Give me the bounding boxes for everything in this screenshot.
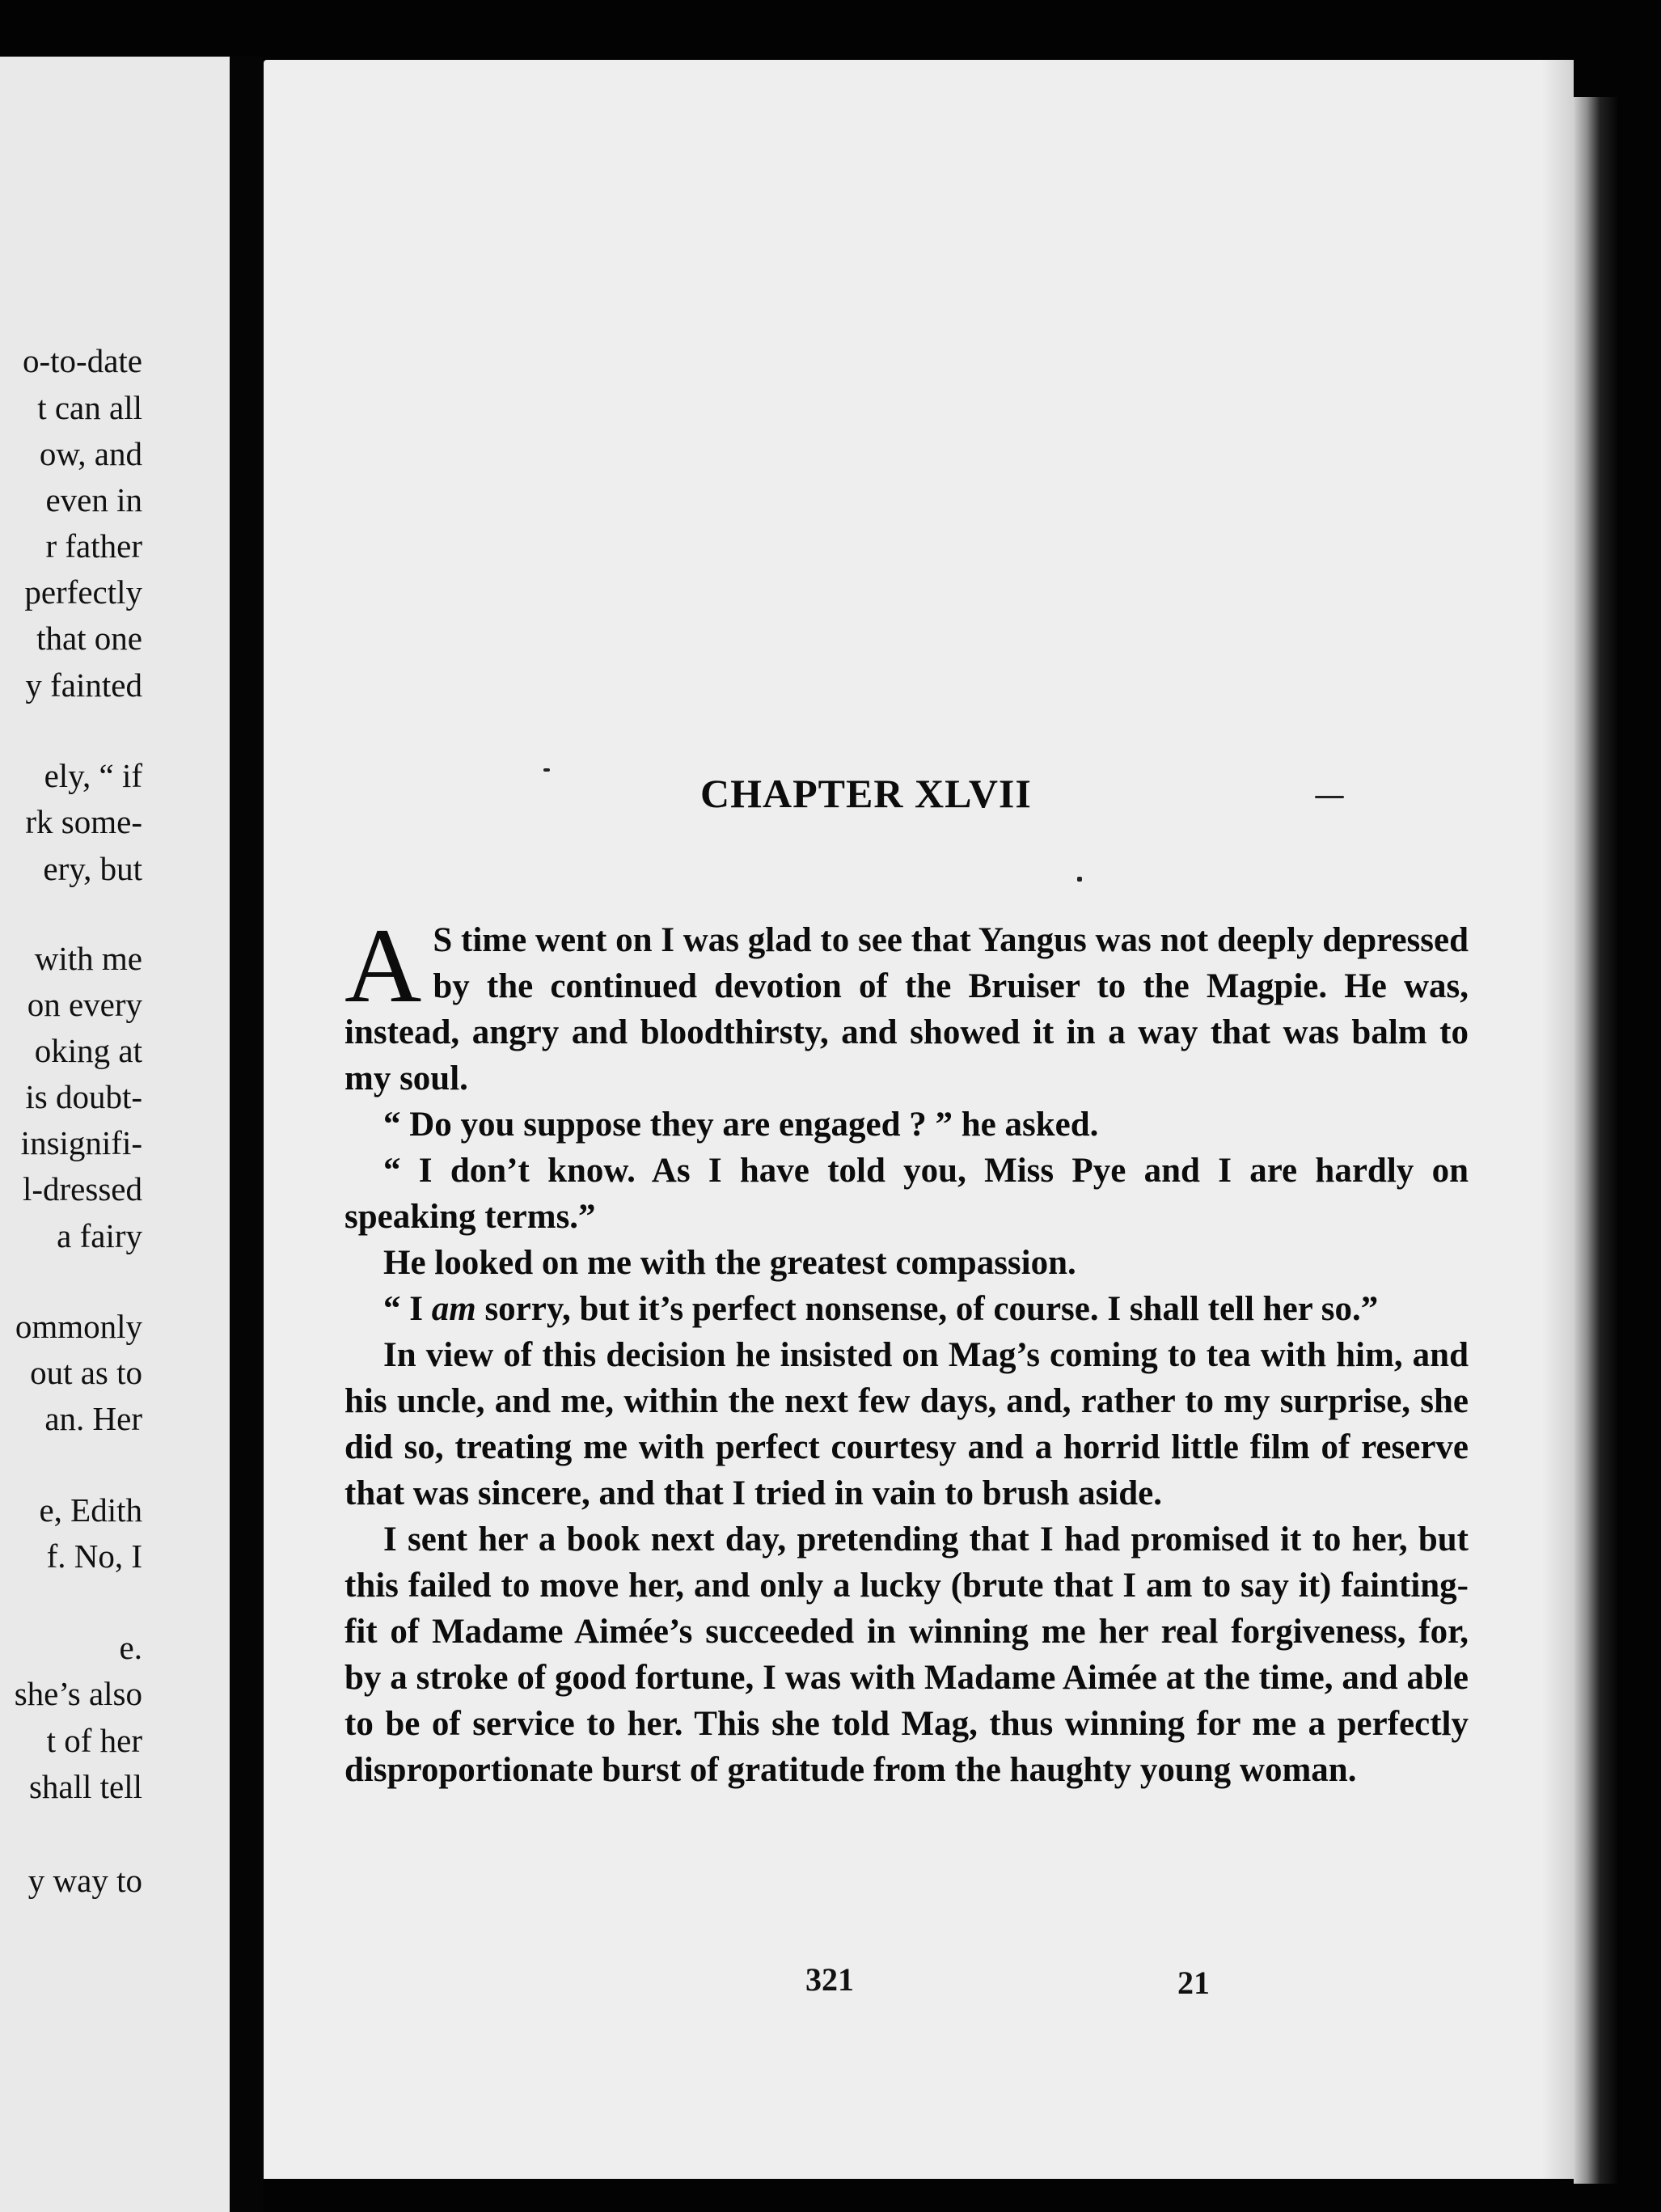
left-page-line: ow, and <box>39 435 142 472</box>
left-facing-page <box>0 57 239 2212</box>
right-page <box>264 60 1574 2179</box>
paragraph-engaged-question: “ Do you suppose they are engaged ? ” he asked. <box>383 1106 1099 1144</box>
left-page-line: ommonly <box>15 1308 142 1345</box>
left-page-line: even in <box>45 481 142 518</box>
emphasized-word: am <box>431 1290 476 1328</box>
left-page-line: rk some- <box>25 803 142 840</box>
paragraph-opening <box>344 906 1469 1102</box>
drop-cap: A <box>344 906 422 1025</box>
left-page-line: perfectly <box>24 573 142 611</box>
left-page-line: t of her <box>46 1722 142 1759</box>
page-shading <box>1541 60 1574 2179</box>
left-page-line: a fairy <box>57 1217 142 1254</box>
paragraph-sorry-open: “ I <box>383 1290 432 1328</box>
paragraph-opening-text: S time went on I was glad to see that Yangus was not deeply depressed by the continued devotion of the Bruiser to the Magpie. He was, instead, angry and bloodthirsty, and showed it in a way that was balm to my soul. <box>344 921 1469 1098</box>
paragraph-sorry <box>344 1286 1469 1332</box>
paragraph-in-view: In view of this decision he insisted on Mag’s coming to tea with him, and his uncle, and me, within the next few days, and, rather to my surprise, she did so, treating me with perfect courtesy and a horrid little film of reserve that was sincere, and that I tried in vain to brush aside. <box>344 1336 1469 1512</box>
left-page-line: shall tell <box>28 1768 142 1805</box>
left-page-line: that one <box>36 620 142 657</box>
left-page-line: o-to-date <box>23 342 142 379</box>
left-page-line: r father <box>45 527 142 565</box>
paragraph-compassion: He looked on me with the greatest compassion. <box>383 1244 1076 1282</box>
signature-mark: 21 <box>1177 1965 1210 2001</box>
left-page-line: y way to <box>27 1862 142 1899</box>
chapter-title: CHAPTER XLVII <box>700 771 1032 816</box>
left-page-line: y fainted <box>25 666 142 704</box>
book-gutter <box>230 57 264 2212</box>
left-page-line: oking at <box>34 1032 142 1069</box>
chapter-body <box>344 906 1469 1793</box>
paragraph-book: I sent her a book next day, pretending that I had promised it to her, but this failed to move her, and only a lucky (brute that I am to say it) fainting-fit of Madame Aimée’s succeeded in winning me her real forgiveness, for, by a stroke of good fortune, I was with Madame Aimée at the time, and able to be of service to her. This she told Mag, thus winning for me a perfectly disproportionate burst of gratitude from the haughty young woman. <box>344 1520 1469 1789</box>
dust-speck <box>1077 877 1082 882</box>
left-page-line: is doubt- <box>25 1078 142 1115</box>
left-page-line: t can all <box>37 389 142 426</box>
page-number: 321 <box>805 1961 854 1998</box>
dust-speck <box>1315 796 1344 798</box>
page-edge <box>1574 97 1617 2184</box>
left-page-line: ely, “ if <box>44 757 142 794</box>
left-page-line: insignifi- <box>20 1124 142 1161</box>
paragraph-dont-know: “ I don’t know. As I have told you, Miss Pye and I are hardly on speaking terms.” <box>344 1152 1469 1236</box>
left-page-line: ery, but <box>43 850 142 887</box>
left-page-line: f. No, I <box>46 1537 142 1575</box>
paragraph-sorry-rest: sorry, but it’s perfect nonsense, of course. I shall tell her so.” <box>475 1290 1379 1328</box>
left-page-line: l-dressed <box>22 1170 142 1208</box>
left-page-line: e, Edith <box>39 1491 142 1529</box>
dust-speck <box>543 768 550 772</box>
left-page-line: she’s also <box>14 1675 142 1712</box>
left-page-line: out as to <box>30 1354 142 1391</box>
left-page-line: e. <box>119 1629 142 1666</box>
left-page-line: an. Her <box>44 1400 142 1437</box>
left-page-line: with me <box>34 940 142 977</box>
left-page-line: on every <box>27 986 142 1023</box>
